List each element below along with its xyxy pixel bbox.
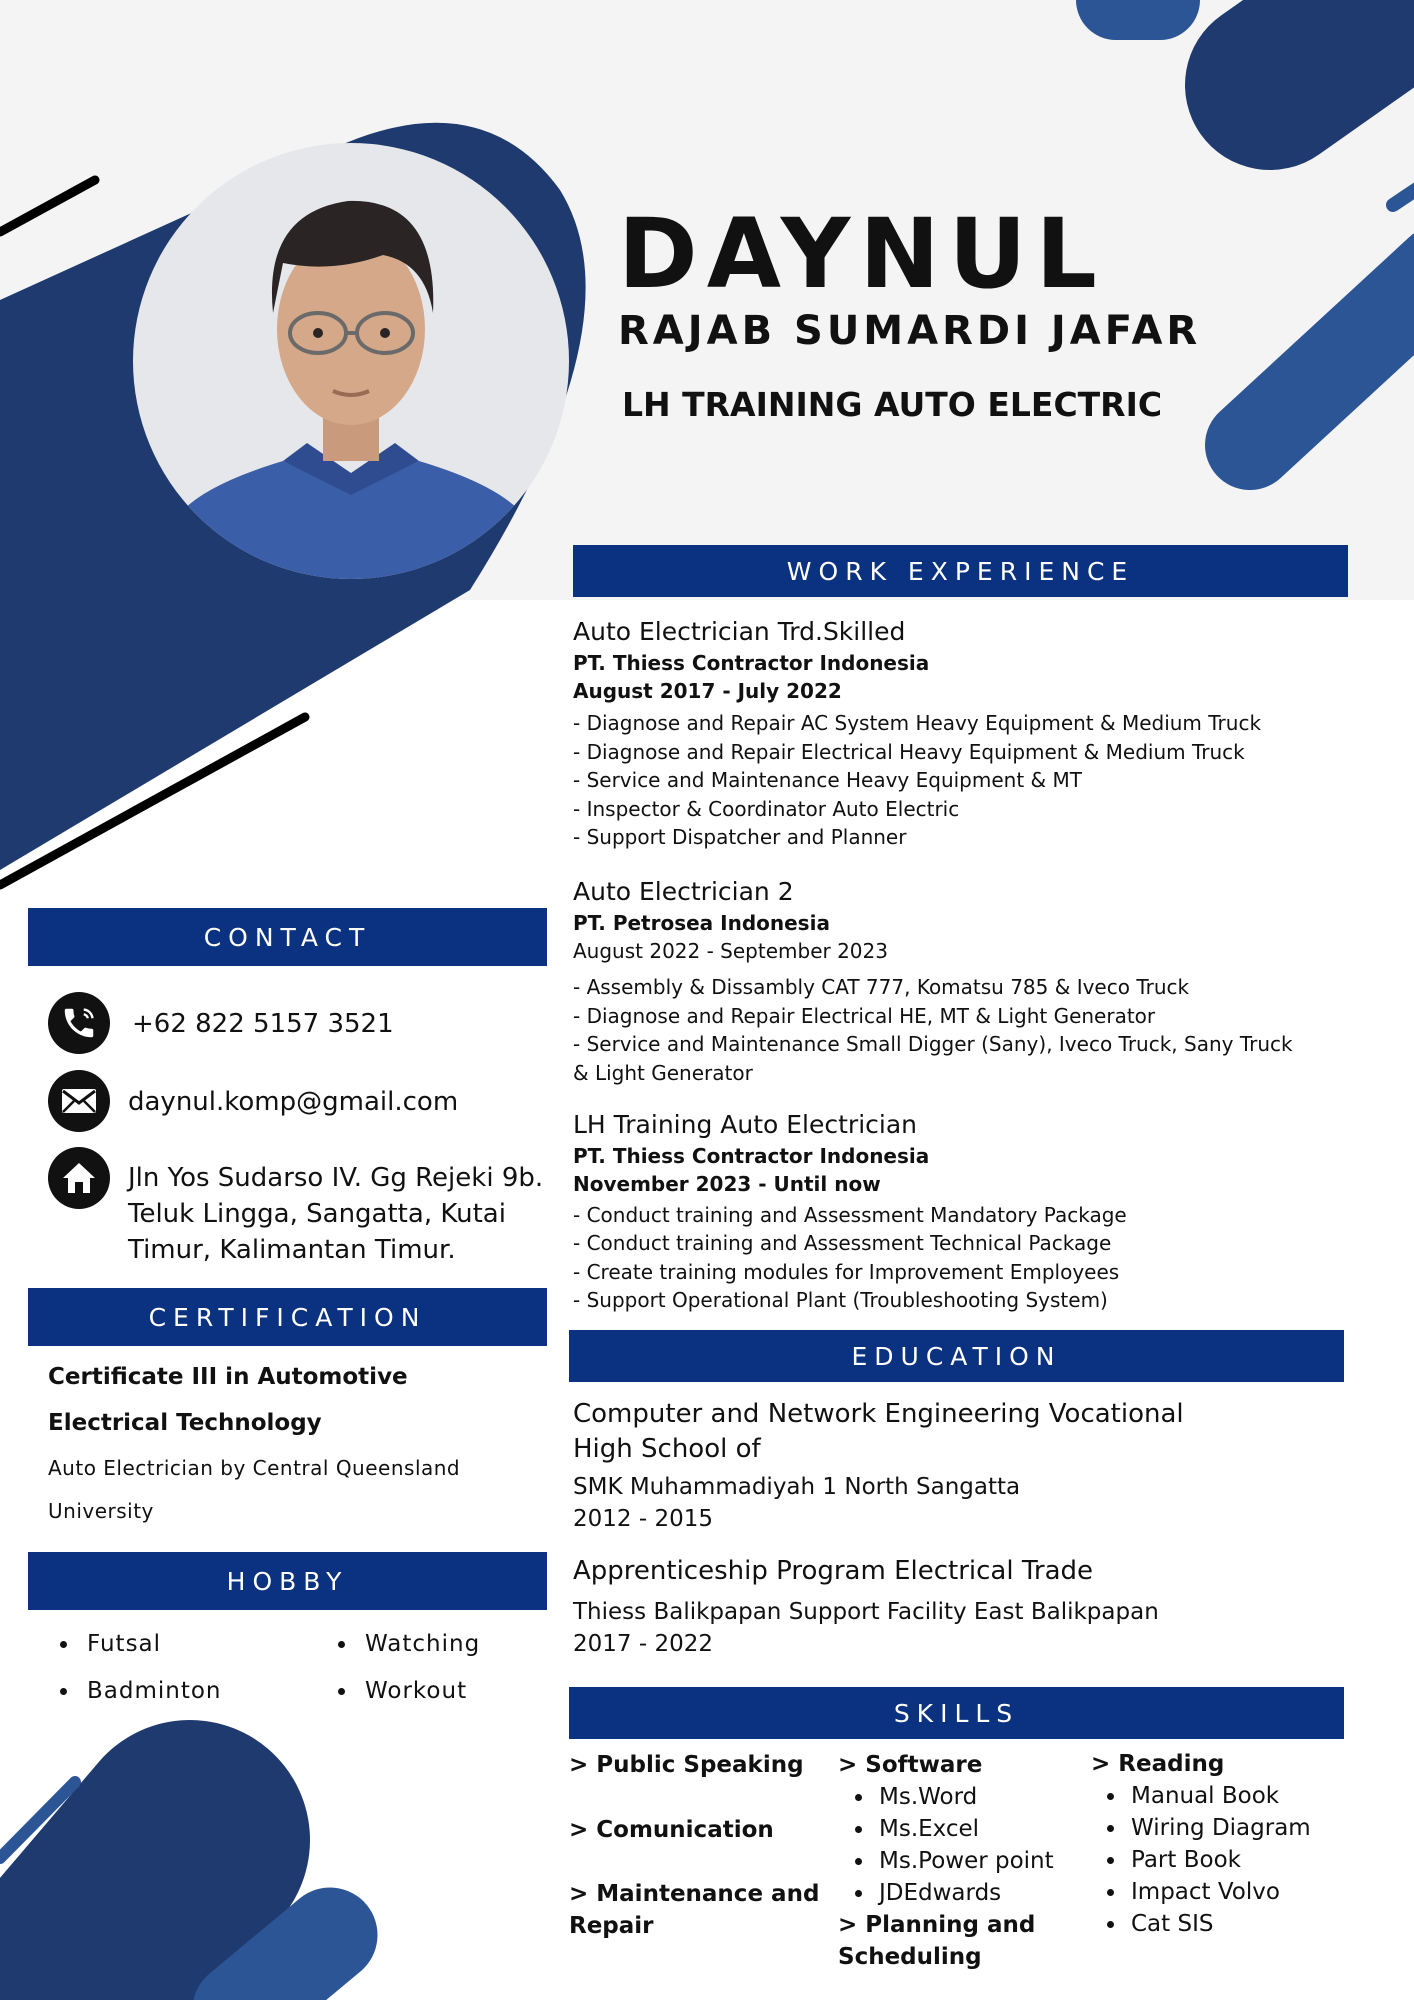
job-2-bullet: - Diagnose and Repair Electrical HE, MT & Light Generator (573, 1004, 1156, 1028)
job-3-bullet: - Support Operational Plant (Troubleshooting System) (573, 1288, 1108, 1312)
bullet-dot (855, 1890, 862, 1897)
bullet-dot (1107, 1889, 1114, 1896)
hobby-item: Badminton (87, 1678, 222, 1704)
address-line-2: Teluk Lingga, Sangatta, Kutai (128, 1199, 506, 1229)
hobby-item: Watching (365, 1631, 481, 1657)
skill-communication: > Comunication (569, 1817, 774, 1843)
certification-title-2: Electrical Technology (48, 1410, 322, 1436)
bullet-dot (855, 1826, 862, 1833)
job-3-bullet: - Conduct training and Assessment Technical Package (573, 1231, 1112, 1255)
job-1-bullet: - Inspector & Coordinator Auto Electric (573, 797, 960, 821)
email-address: daynul.komp@gmail.com (128, 1087, 459, 1117)
address-line-3: Timur, Kalimantan Timur. (128, 1235, 456, 1265)
hobby-heading: HOBBY (28, 1552, 547, 1610)
skill-maintenance-2: Repair (569, 1913, 654, 1939)
job-3-title: LH Training Auto Electrician (573, 1110, 918, 1139)
job-2-dates: August 2022 - September 2023 (573, 939, 888, 963)
certification-desc-1: Auto Electrician by Central Queensland (48, 1456, 461, 1480)
bullet-dot (1107, 1857, 1114, 1864)
education-1-title-line: High School of (573, 1434, 761, 1464)
phone-number: +62 822 5157 3521 (132, 1009, 394, 1039)
job-1-bullet: - Diagnose and Repair Electrical Heavy Equipment & Medium Truck (573, 740, 1245, 764)
skill-public-speaking: > Public Speaking (569, 1752, 804, 1778)
certification-title-1: Certificate III in Automotive (48, 1364, 408, 1390)
address-line-1: Jln Yos Sudarso IV. Gg Rejeki 9b. (128, 1163, 544, 1193)
certification-desc-2: University (48, 1499, 154, 1523)
job-3-dates: November 2023 - Until now (573, 1172, 881, 1196)
bullet-dot (855, 1794, 862, 1801)
job-title: LH TRAINING AUTO ELECTRIC (622, 385, 1163, 424)
reading-item: Manual Book (1131, 1783, 1280, 1809)
bullet-dot (60, 1688, 67, 1695)
bullet-dot (338, 1641, 345, 1648)
reading-item: Cat SIS (1131, 1911, 1214, 1937)
education-1-years: 2012 - 2015 (573, 1506, 713, 1532)
bullet-dot (1107, 1921, 1114, 1928)
skill-planning-2: Scheduling (838, 1944, 982, 1970)
profile-photo (133, 143, 569, 579)
certification-heading: CERTIFICATION (28, 1288, 547, 1346)
bullet-dot (60, 1641, 67, 1648)
job-3-bullet: - Conduct training and Assessment Mandatory Package (573, 1203, 1127, 1227)
education-2-years: 2017 - 2022 (573, 1631, 713, 1657)
job-1-bullet: - Support Dispatcher and Planner (573, 825, 907, 849)
skills-heading: SKILLS (569, 1687, 1344, 1739)
software-item: JDEdwards (879, 1880, 1002, 1906)
skill-reading-heading: > Reading (1091, 1751, 1225, 1777)
education-2-school: Thiess Balikpapan Support Facility East Balikpapan (573, 1599, 1159, 1625)
mail-icon (48, 1070, 110, 1132)
accent-line-top (0, 180, 95, 232)
last-name: RAJAB SUMARDI JAFAR (618, 308, 1202, 354)
home-icon (48, 1147, 110, 1209)
job-1-bullet: - Service and Maintenance Heavy Equipment & MT (573, 768, 1082, 792)
job-2-bullet: - Assembly & Dissambly CAT 777, Komatsu 785 & Iveco Truck (573, 975, 1190, 999)
contact-heading: CONTACT (28, 908, 547, 966)
job-1-company: PT. Thiess Contractor Indonesia (573, 651, 930, 675)
hobby-item: Workout (365, 1678, 468, 1704)
education-2-title: Apprenticeship Program Electrical Trade (573, 1556, 1094, 1586)
reading-item: Impact Volvo (1131, 1879, 1280, 1905)
work-experience-heading: WORK EXPERIENCE (573, 545, 1348, 597)
bullet-dot (1107, 1825, 1114, 1832)
top-right-navy-pill (1270, 0, 1414, 85)
right-accent-line (1393, 160, 1414, 205)
bottom-blue-pill (240, 1935, 330, 2000)
education-heading: EDUCATION (569, 1330, 1344, 1382)
job-3-bullet: - Create training modules for Improvement Employees (573, 1260, 1120, 1284)
job-2-title: Auto Electrician 2 (573, 877, 794, 906)
job-2-bullet: - Service and Maintenance Small Digger (Sany), Iveco Truck, Sany Truck (573, 1032, 1293, 1056)
bullet-dot (338, 1688, 345, 1695)
job-1-title: Auto Electrician Trd.Skilled (573, 617, 906, 646)
skill-software-heading: > Software (838, 1752, 983, 1778)
education-1-school: SMK Muhammadiyah 1 North Sangatta (573, 1474, 1021, 1500)
reading-item: Wiring Diagram (1131, 1815, 1311, 1841)
job-2-bullet: & Light Generator (573, 1061, 753, 1085)
reading-item: Part Book (1131, 1847, 1241, 1873)
bullet-dot (1107, 1793, 1114, 1800)
first-name: DAYNUL (618, 198, 1106, 310)
skill-planning: > Planning and (838, 1912, 1036, 1938)
bullet-dot (855, 1858, 862, 1865)
skill-maintenance: > Maintenance and (569, 1881, 820, 1907)
job-1-bullet: - Diagnose and Repair AC System Heavy Equipment & Medium Truck (573, 711, 1262, 735)
software-item: Ms.Word (879, 1784, 978, 1810)
education-1-title-line: Computer and Network Engineering Vocational (573, 1399, 1184, 1429)
right-blue-pill (1250, 270, 1414, 445)
hobby-item: Futsal (87, 1631, 162, 1657)
job-1-dates: August 2017 - July 2022 (573, 679, 842, 703)
software-item: Ms.Power point (879, 1848, 1054, 1874)
phone-icon (48, 992, 110, 1054)
job-3-company: PT. Thiess Contractor Indonesia (573, 1144, 930, 1168)
job-2-company: PT. Petrosea Indonesia (573, 911, 830, 935)
software-item: Ms.Excel (879, 1816, 980, 1842)
bottom-navy-pill (45, 1840, 190, 2000)
